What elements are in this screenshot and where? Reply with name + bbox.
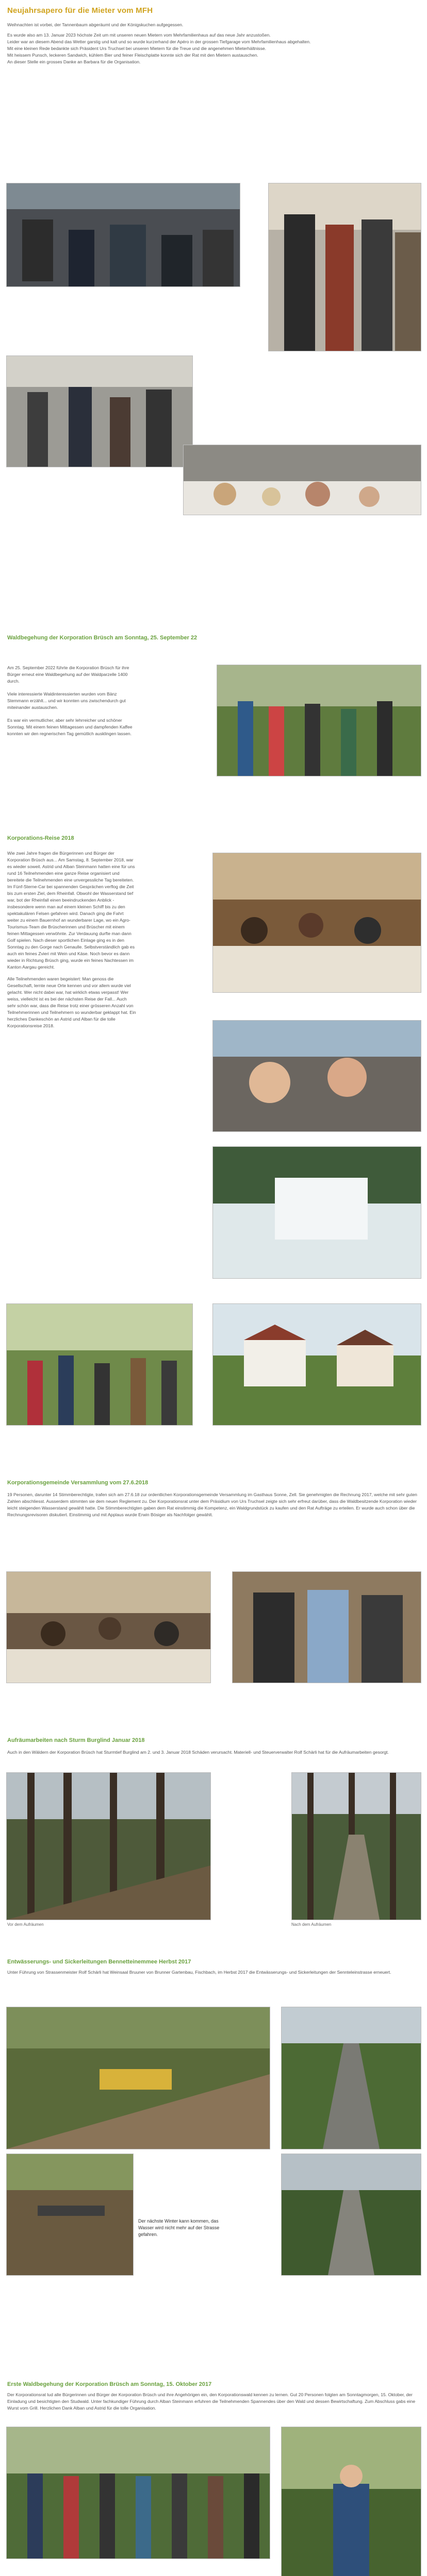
intro-line: Mit eine kleinen Rede bedankte sich Präsident Urs Truchsel bei unseren Mietern für die Treue und die angenehmen Mieterhältnisse. [7, 46, 267, 51]
photo-drain-finished[interactable] [281, 2154, 421, 2276]
intro-text [7, 22, 420, 65]
drain-2017-text: Unter Führung von Strassenmeister Rolf Schärli hat Weinsaal Bruuner von Brunner Gartenbau, Fischbach, im Herbst 2017 die Entwässerungs- und Sickerleitungen der Sennteleinstrasse erneuert. [7, 1970, 391, 1975]
photo-reise-dinner[interactable] [212, 853, 421, 993]
intro-line: Weihnachten ist vorbei, der Tannenbaum abgeräumt und der Königskuchen aufgegessen. [7, 22, 184, 27]
walk-2017-text: Der Korporationsrat lud alle Bürgerinnen und Bürger der Korporation Brüsch und ihre Angehörigen ein, den Korporationswald kennen zu lernen. Gut 20 Personen folgten am Sonntagmorgen, 15. Oktober, der Einladung und besichtigten den Studwald. Unter fachkundiger Führung durch Alban Steinmann erfuhren die Teilnehmenden Spannendes über den Wald und dessen Bewirtschaftung. Zum Abschluss gabs eine Wurst vom Grill. Herzlichen Dank Alban und Astrid für die tolle Organisation. [7, 2392, 416, 2411]
intro-line: Es wurde also am 13. Januar 2023 höchste Zeit um mit unseren neuen Mietern vom Mehrfamilienhaus auf das neue Jahr anzustoßen. [7, 32, 271, 38]
walk-2022-paragraph: Viele interessierte Waldinteressierten wurden vom Bänz Stemmann erzählt... und wir konnten uns zwischendurch gut miteinander austauschen. [7, 691, 126, 710]
photo-forest-before[interactable] [6, 1772, 211, 1920]
photo-guests-standing[interactable] [268, 183, 421, 351]
forest-2018-text: Auch in den Wäldern der Korporation Brüsch hat Sturmtief Burglind am 2. und 3. Januar 2018 Schäden verursacht. Materiell- und Steuerverwalter Rolf Schärli hat für die Aufräumarbeiten gesorgt. [7, 1750, 389, 1755]
photo-reise-village[interactable] [212, 1303, 421, 1426]
reise-2018-text [7, 850, 136, 1029]
section-heading-forest-2018: Aufräumarbeiten nach Sturm Burglind Januar 2018 [7, 1737, 145, 1743]
walk-2022-paragraph: Am 25. September 2022 führte die Korporation Brüsch für ihre Bürger erneut eine Waldbegehung auf der Waldparzelle 1400 durch. [7, 665, 129, 684]
photo-walk-2017-group[interactable] [6, 2427, 270, 2559]
photo-reise-group[interactable] [6, 1303, 193, 1426]
page-title: Neujahrsapero für die Mieter vom MFH [7, 6, 153, 15]
photo-forest-after[interactable] [291, 1772, 421, 1920]
photo-drain-pipe[interactable] [6, 2154, 134, 2276]
intro-line: An dieser Stelle ein grosses Danke an Barbara für die Organisation. [7, 59, 141, 64]
photo-drain-road[interactable] [281, 2007, 421, 2149]
walk-2022-paragraph: Es war ein vermutlicher, aber sehr lehrreicher und schöner Sonntag. Mit einem feinen Mittagessen und dampfenden Kaffee konnten wir den regnerischen Tag gemütlich ausklingen lassen. [7, 718, 133, 736]
intro-line: Leider war an diesem Abend das Wetter garstig und kalt und so wurde kurzerhand der Apéro in der grossen Tiefgarage vom Mehrfamilienhaus abgehalten. [7, 39, 311, 44]
drain-note: Der nächste Winter kann kommen, das Wasser wird nicht mehr auf der Strasse gefahren. [138, 2218, 220, 2237]
reise-2018-paragraph: Alle Teilnehmenden waren begeistert: Man genoss die Gesellschaft, lernte neue Orte kennen und vor allem wurde viel gelacht. Wer nicht dabei war, hat wirklich etwas verpasst! Wer weiss, vielleicht ist es bei der nächsten Reise der Fall... Auch sehr schön war, dass die Reise trotz einer grösseren Anzahl von Teilnehmerinnen und Teilnehmern so wunderbar geklappt hat. Ein herzliches Dankeschön an Astrid und Alban für die tolle Korporationsreise 2018. [7, 976, 136, 1028]
photo-gv-meeting[interactable] [6, 1571, 211, 1683]
section-heading-drain-2017: Entwässerungs- und Sickerleitungen Bennetteinemmee Herbst 2017 [7, 1959, 191, 1965]
walk-2022-text [7, 665, 136, 737]
section-heading-reise-2018: Korporations-Reise 2018 [7, 835, 74, 841]
photo-buffet[interactable] [183, 445, 421, 515]
reise-2018-paragraph: Wie zwei Jahre fragen die Bürgerinnen und Bürger der Korporation Brüsch aus... Am Samstag, 8. September 2018, war es wieder soweit. Astrid und Alban Steinmann hatten eine für uns rund 16 Teilnehmenden eine ganze Reise organisiert und bereitete die Teilnehmenden eine unvergessliche Tag bereiteten. Im Fünf-Sterne-Car bei spannenden Gesprächen verflog die Zeit bis zum ersten Ziel, dem Rheinfall. Obwohl der Wasserstand tief war, bot der Rheinfall einen beeindruckenden Anblick - insbesondere wenn man auf einem kleinen Schiff bis zu den spektakulären Felsen gefahren wird. Danach ging die Fahrt weiter zu einem Bauernhof an wunderbarer Lage, wo ein Agro-Tourismus-Team die Brüscherinnen und Brüscher mit einem feinen Mittagessen verwöhnte. Zur Verdauung durfte man dann Golf spielen. Nach dieser sportlichen Einlage ging es in den Sonntag zu den Gorge nach Genaulle. Selbstverständlich gab es auch ein feines Zvieri mit Wein und Käse. Noch bevor es dann wieder in Richtung Brüsch ging, wurde ein feines Nachtessen im Kanton Aargau gereicht. [7, 851, 135, 970]
photo-rheinfall[interactable] [212, 1146, 421, 1279]
photo-walk-2017-guide[interactable] [281, 2427, 421, 2576]
caption-before: Vor dem Aufräumen [7, 1922, 44, 1927]
section-heading-walk-2022: Waldbegehung der Korporation Brüsch am Sonntag, 25. September 22 [7, 635, 198, 641]
photo-drain-excavation[interactable] [6, 2007, 270, 2149]
photo-punch-table[interactable] [6, 355, 193, 467]
intro-line: Mit heissem Punsch, leckeren Sandwich, kühlem Bier und feiner Fleischplatte konnte sich der Rat mit den Mietern austauschen. [7, 53, 258, 58]
gv-2018-text: 19 Personen, darunter 14 Stimmberechtigte, trafen sich am 27.6.18 zur ordentlichen Korporationsgemeinde Versammlung im Gasthaus Sonne, Zell. Sie genehmigten die Rechnung 2017, welche mit sehr guten Zahlen abschliesst. Ausserdem stimmten sie dem neuen Reglement zu. Der Korporationsrat unter dem Präsidium von Urs Truchsel zeigte sich sehr erfreut darüber, dass die Waldbesitzende Korporation wieder leicht steigenden Wasserstand gewählt hatte. Die Stimmberechtigten gaben dem Rat einstimmig die Kompetenz, ein Waldgrundstück zu kaufen und den Rat Aufträge zu erteilen. Er wurde auch schon über die Rechnungsrevisoren diskutiert. Einstimmig und mit Applaus wurde Erwin Bösiger als Nachfolger gewählt. [7, 1492, 417, 1517]
section-heading-walk-2017: Erste Waldbegehung der Korporation Brüsch am Sonntag, 15. Oktober 2017 [7, 2381, 212, 2387]
caption-after: Nach dem Aufräumen [291, 1922, 332, 1927]
photo-gv-handshake[interactable] [232, 1571, 421, 1683]
section-heading-gv-2018: Korporationsgemeinde Versammlung vom 27.6.2018 [7, 1480, 149, 1486]
photo-reise-smiling[interactable] [212, 1020, 421, 1132]
photo-walk-2022-group[interactable] [217, 665, 421, 776]
photo-garage-apero[interactable] [6, 183, 240, 287]
